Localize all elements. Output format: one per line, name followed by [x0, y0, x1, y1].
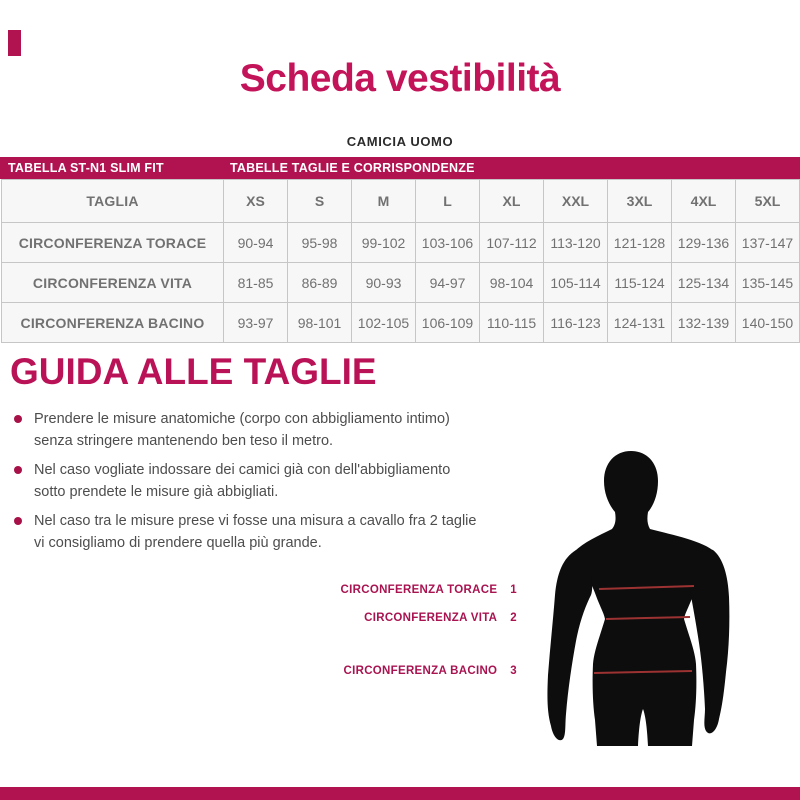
- footer-accent-bar: [0, 787, 800, 800]
- bullet-line: vi consigliamo di prendere quella più grande.: [34, 535, 322, 551]
- size-table-header-bar: [0, 157, 800, 179]
- measurement-row: [2, 223, 800, 263]
- size-value-cell: 90-93: [352, 263, 416, 303]
- page-title: Scheda vestibilità: [239, 57, 561, 100]
- size-value-cell: 98-104: [480, 263, 544, 303]
- figure-label: CIRCONFERENZA TORACE: [340, 584, 498, 596]
- bullet-line: Nel caso tra le misure prese vi fosse una misura a cavallo fra 2 taglie: [34, 513, 477, 529]
- bullet-text: [34, 510, 476, 554]
- table-name-label: TABELLA ST-N1 SLIM FIT: [8, 161, 164, 175]
- bullet-line: senza stringere mantenendo ben teso il metro.: [34, 433, 334, 449]
- size-value-cell: 103-106: [416, 223, 480, 263]
- size-header-cell: 4XL: [672, 180, 736, 223]
- left-arm-shape: [547, 550, 592, 741]
- size-header-cell: XXL: [544, 180, 608, 223]
- figure-label-row: [344, 665, 518, 677]
- guide-bullet: [12, 408, 532, 452]
- figure-label-row: [341, 584, 517, 596]
- bullet-line: Nel caso vogliate indossare dei camici già con dell'abbigliamento: [34, 462, 451, 478]
- size-value-cell: 116-123: [544, 303, 608, 343]
- size-header-cell: XS: [224, 180, 288, 223]
- size-value-cell: 81-85: [224, 263, 288, 303]
- size-header-cell: 5XL: [736, 180, 800, 223]
- size-value-cell: 137-147: [736, 223, 800, 263]
- size-value-cell: 90-94: [224, 223, 288, 263]
- page-subtitle: CAMICIA UOMO: [346, 134, 454, 149]
- size-header-cell: XL: [480, 180, 544, 223]
- bullet-dot-icon: [14, 466, 22, 474]
- size-value-cell: 135-145: [736, 263, 800, 303]
- bullet-text: [34, 408, 450, 452]
- corner-accent-mark: [8, 30, 21, 56]
- size-value-cell: 98-101: [288, 303, 352, 343]
- size-value-cell: 113-120: [544, 223, 608, 263]
- taglia-header-cell: TAGLIA: [2, 180, 224, 223]
- size-value-cell: 94-97: [416, 263, 480, 303]
- table-title-label: TABELLE TAGLIE E CORRISPONDENZE: [230, 161, 475, 175]
- size-value-cell: 86-89: [288, 263, 352, 303]
- guide-bullet: [12, 459, 532, 503]
- size-value-cell: 105-114: [544, 263, 608, 303]
- size-value-cell: 93-97: [224, 303, 288, 343]
- row-label-cell: CIRCONFERENZA VITA: [2, 263, 224, 303]
- size-header-cell: L: [416, 180, 480, 223]
- measurement-row: [2, 263, 800, 303]
- size-header-cell: M: [352, 180, 416, 223]
- bullet-text: [34, 459, 450, 503]
- figure-label-row: [364, 612, 517, 624]
- size-value-cell: 99-102: [352, 223, 416, 263]
- measurement-row: [2, 303, 800, 343]
- size-value-cell: 124-131: [608, 303, 672, 343]
- size-value-cell: 140-150: [736, 303, 800, 343]
- size-value-cell: 95-98: [288, 223, 352, 263]
- size-value-cell: 121-128: [608, 223, 672, 263]
- figure-label-number: 1: [510, 584, 517, 596]
- size-value-cell: 125-134: [672, 263, 736, 303]
- bullet-dot-icon: [14, 517, 22, 525]
- bullet-line: Prendere le misure anatomiche (corpo con abbigliamento intimo): [34, 411, 450, 427]
- guide-bullet: [12, 510, 532, 554]
- size-header-cell: S: [288, 180, 352, 223]
- size-table: [1, 179, 800, 343]
- bullet-dot-icon: [14, 415, 22, 423]
- body-silhouette: [543, 448, 745, 748]
- size-header-cell: 3XL: [608, 180, 672, 223]
- figure-label-number: 3: [510, 665, 517, 677]
- size-value-cell: 110-115: [480, 303, 544, 343]
- size-value-cell: 129-136: [672, 223, 736, 263]
- guide-bullet-list: [12, 408, 532, 561]
- size-value-cell: 106-109: [416, 303, 480, 343]
- right-arm-shape: [690, 550, 729, 734]
- size-value-cell: 132-139: [672, 303, 736, 343]
- figure-label-number: 2: [510, 612, 517, 624]
- bullet-line: sotto prendete le misure già abbigliati.: [34, 484, 279, 500]
- row-label-cell: CIRCONFERENZA BACINO: [2, 303, 224, 343]
- size-value-cell: 102-105: [352, 303, 416, 343]
- size-header-row: [2, 180, 800, 223]
- row-label-cell: CIRCONFERENZA TORACE: [2, 223, 224, 263]
- size-value-cell: 107-112: [480, 223, 544, 263]
- size-value-cell: 115-124: [608, 263, 672, 303]
- figure-label: CIRCONFERENZA VITA: [364, 612, 498, 624]
- guide-heading: GUIDA ALLE TAGLIE: [10, 351, 377, 392]
- figure-label: CIRCONFERENZA BACINO: [343, 665, 498, 677]
